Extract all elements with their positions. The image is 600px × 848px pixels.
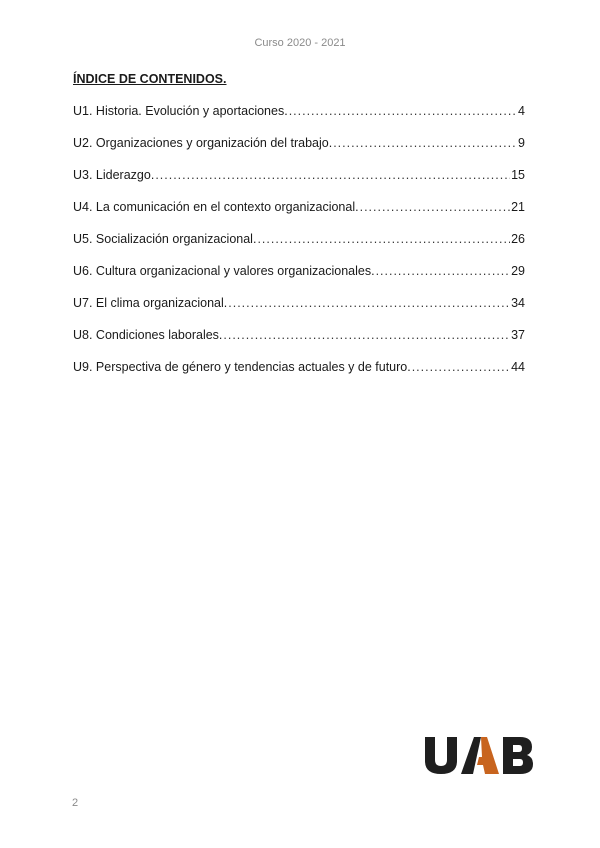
toc-entry-label: U3. Liderazgo. (73, 168, 155, 182)
toc-entry[interactable] (73, 296, 525, 328)
toc-leader-dots (360, 200, 511, 214)
logo-letter-a-right (477, 737, 499, 774)
table-of-contents (73, 104, 525, 392)
logo-letter-a-left (461, 737, 481, 774)
toc-entry-label: U9. Perspectiva de género y tendencias actuales y de futuro. (73, 360, 411, 374)
page-number: 2 (72, 797, 79, 809)
toc-entry-label: U5. Socialización organizacional. (73, 232, 257, 246)
toc-entry-page: 15 (511, 168, 525, 182)
toc-entry-page: 26 (511, 232, 525, 246)
logo-letter-b (503, 737, 533, 774)
toc-entry-label: U7. El clima organizacional. (73, 296, 228, 310)
toc-entry-page: 4 (518, 104, 525, 118)
toc-leader-dots (376, 264, 511, 278)
toc-entry-page: 9 (518, 136, 525, 150)
toc-entry-page: 34 (511, 296, 525, 310)
toc-leader-dots (257, 232, 510, 246)
toc-entry[interactable] (73, 136, 525, 168)
toc-entry[interactable] (73, 200, 525, 232)
uab-logo (424, 735, 534, 775)
toc-entry-page: 21 (511, 200, 525, 214)
toc-entry[interactable] (73, 232, 525, 264)
toc-title: ÍNDICE DE CONTENIDOS. (73, 72, 227, 86)
toc-leader-dots (228, 296, 510, 310)
toc-leader-dots (333, 136, 517, 150)
toc-entry[interactable] (73, 168, 525, 200)
toc-leader-dots (412, 360, 510, 374)
toc-entry-page: 37 (511, 328, 525, 342)
toc-entry[interactable] (73, 360, 525, 392)
toc-entry-label: U1. Historia. Evolución y aportaciones. (73, 104, 288, 118)
toc-entry-page: 44 (511, 360, 525, 374)
toc-entry[interactable] (73, 104, 525, 136)
toc-entry[interactable] (73, 328, 525, 360)
page-header: Curso 2020 - 2021 (254, 37, 346, 49)
toc-entry-label: U2. Organizaciones y organización del trabajo. (73, 136, 333, 150)
toc-leader-dots (223, 328, 510, 342)
toc-entry-label: U6. Cultura organizacional y valores organizacionales. (73, 264, 375, 278)
toc-leader-dots (289, 104, 517, 118)
toc-entry-label: U4. La comunicación en el contexto organizacional. (73, 200, 359, 214)
logo-letter-u (425, 737, 457, 774)
toc-entry-page: 29 (511, 264, 525, 278)
toc-leader-dots (155, 168, 510, 182)
toc-entry-label: U8. Condiciones laborales. (73, 328, 223, 342)
toc-entry[interactable] (73, 264, 525, 296)
